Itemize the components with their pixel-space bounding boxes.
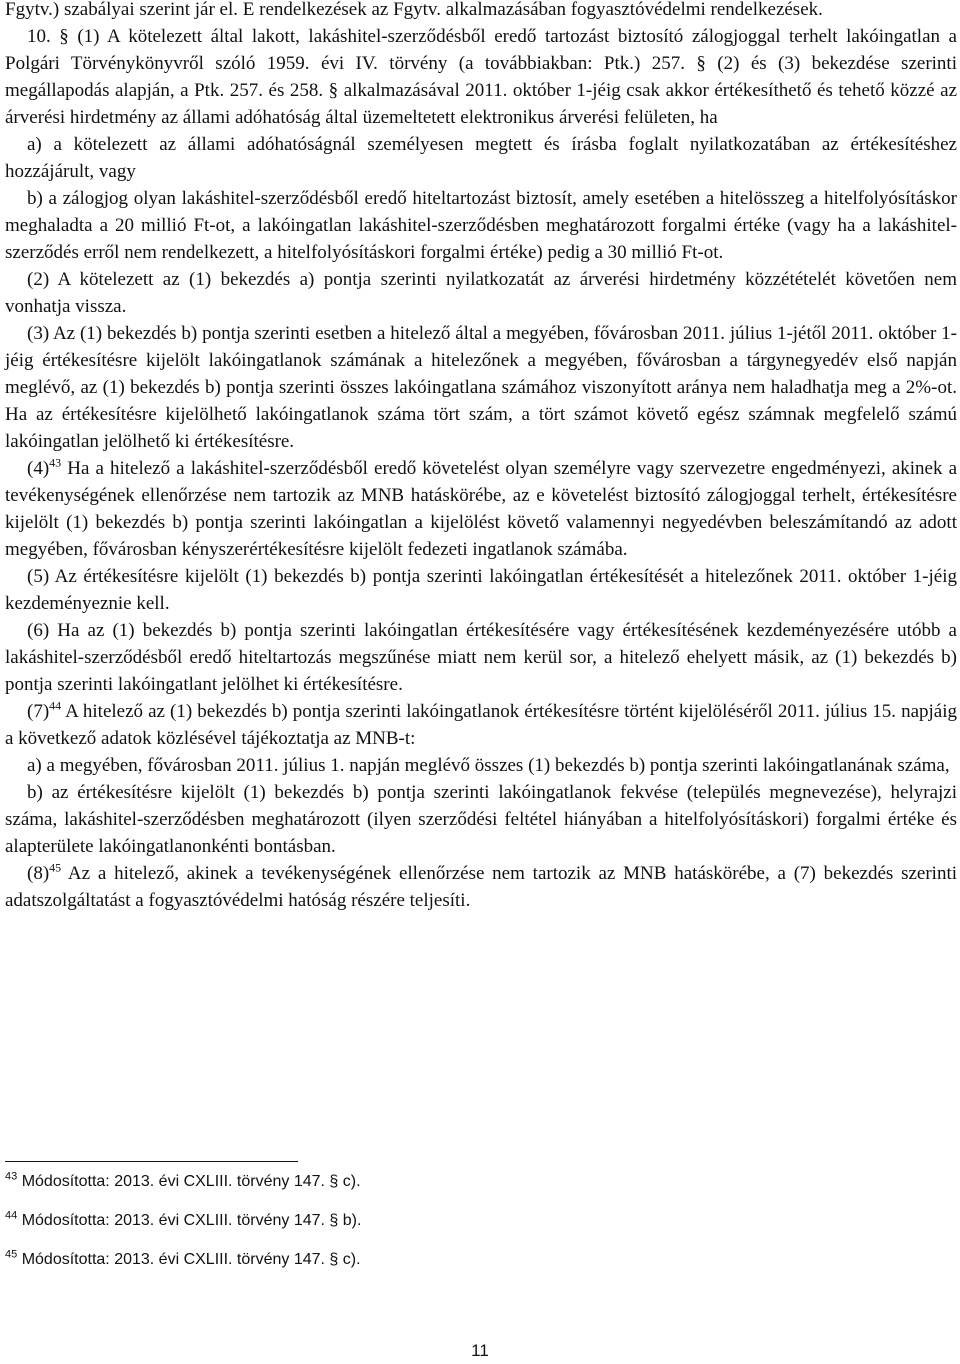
paragraph-7-text: A hitelező az (1) bekezdés b) pontja szerinti lakóingatlanok értékesítésre történt kijelöléséről 2011. július 15. napjáig a következő adatok közlésével tájékoztatja az MNB-t: xyxy=(5,701,957,749)
document-body xyxy=(5,0,957,914)
paragraph-7-point-b: b) az értékesítésre kijelölt (1) bekezdés b) pontja szerinti lakóingatlanok fekvése (település megnevezése), helyrajzi száma, lakáshitel-szerződésben meghatározott (ilyen szerződési feltétel hiányában a hitelfolyósításkori) forgalmi értéke és alapterülete lakóingatlanonkénti bontásban. xyxy=(5,782,957,857)
paragraph-7-point-a: a) a megyében, fővárosban 2011. július 1. napján meglévő összes (1) bekezdés b) pontja szerinti lakóingatlanának száma, xyxy=(27,755,950,776)
paragraph-4-prefix: (4) xyxy=(27,458,50,479)
paragraph-8-prefix: (8) xyxy=(27,863,50,884)
footnote-45 xyxy=(5,1250,705,1270)
paragraph-8-text: Az a hitelező, akinek a tevékenységének ellenőrzése nem tartozik az MNB hatáskörébe, a (7) bekezdés szerinti adatszolgáltatást a fogyasztóvédelmi hatóság részére teljesíti. xyxy=(5,863,957,911)
footnote-divider xyxy=(5,1161,298,1162)
footnote-text: Módosította: 2013. évi CXLIII. törvény 147. § c). xyxy=(21,1251,361,1268)
footnote-ref-44[interactable]: 44 xyxy=(49,698,62,713)
page-number: 11 xyxy=(471,1341,489,1360)
footnote-number: 43 xyxy=(5,1170,18,1183)
paragraph-4 xyxy=(5,455,957,563)
paragraph-6: (6) Ha az (1) bekezdés b) pontja szerinti lakóingatlan értékesítésére vagy értékesítésének kezdeményezésére utóbb a lakáshitel-szerződésből eredő hiteltartozás megszűnése miatt nem kerül sor, a hitelező ehelyett másik, az (1) bekezdés b) pontja szerinti lakóingatlant jelölhet ki értékesítésre. xyxy=(5,620,957,695)
paragraph-7 xyxy=(5,698,957,752)
paragraph-3: (3) Az (1) bekezdés b) pontja szerinti esetben a hitelező által a megyében, fővárosban 2011. július 1-jétől 2011. október 1-jéig értékesítésre kijelölt lakóingatlanok számának a hitelezőnek a megyében, fővárosban a tárgynegyedév első napján meglévő, az (1) bekezdés b) pontja szerinti összes lakóingatlana számához viszonyított aránya nem haladhatja meg a 2%-ot. Ha az értékesítésre kijelölhető lakóingatlanok száma tört szám, a tört számot követő egész számnak megfelelő számú lakóingatlan jelölhető ki értékesítésre. xyxy=(5,323,957,452)
paragraph-5: (5) Az értékesítésre kijelölt (1) bekezdés b) pontja szerinti lakóingatlan értékesítését a hitelezőnek 2011. október 1-jéig kezdeményeznie kell. xyxy=(5,566,957,614)
footnote-ref-43[interactable]: 43 xyxy=(49,455,62,470)
footnote-43 xyxy=(5,1172,705,1192)
footnote-number: 44 xyxy=(5,1209,18,1222)
footnote-ref-45[interactable]: 45 xyxy=(49,860,62,875)
footnote-number: 45 xyxy=(5,1248,18,1261)
paragraph-2: (2) A kötelezett az (1) bekezdés a) pontja szerinti nyilatkozatát az árverési hirdetmény közzétételét követően nem vonhatja vissza. xyxy=(5,269,957,317)
footnote-44 xyxy=(5,1211,705,1231)
footnote-text: Módosította: 2013. évi CXLIII. törvény 147. § c). xyxy=(21,1173,361,1190)
footnote-text: Módosította: 2013. évi CXLIII. törvény 147. § b). xyxy=(21,1212,362,1229)
footnotes xyxy=(5,1172,705,1289)
paragraph-continuation: Fgytv.) szabályai szerint jár el. E rendelkezések az Fgytv. alkalmazásában fogyasztóvédelmi rendelkezések. xyxy=(5,0,823,20)
paragraph-7-prefix: (7) xyxy=(27,701,50,722)
paragraph-4-text: Ha a hitelező a lakáshitel-szerződésből eredő követelést olyan személyre vagy szervezetre engedményezi, akinek a tevékenységének ellenőrzése nem tartozik az MNB hatáskörébe, az e követelést biztosító zálogjoggal terhelt, értékesítésre kijelölt (1) bekezdés b) pontja szerinti lakóingatlan a kijelölést követő valamennyi negyedévben beleszámítandó az adott megyében, fővárosban kényszerértékesítésre kijelölt fedezeti ingatlanok számába. xyxy=(5,458,957,560)
paragraph-point-a: a) a kötelezett az állami adóhatóságnál személyesen megtett és írásba foglalt nyilatkozatában az értékesítéshez hozzájárult, vagy xyxy=(5,134,957,182)
paragraph-8 xyxy=(5,860,957,914)
paragraph-section-10: 10. § (1) A kötelezett által lakott, lakáshitel-szerződésből eredő tartozást biztosító zálogjoggal terhelt lakóingatlan a Polgári Törvénykönyvről szóló 1959. évi IV. törvény (a továbbiakban: Ptk.) 257. § (2) és (3) bekezdése szerinti megállapodás alapján, a Ptk. 257. és 258. § alkalmazásával 2011. október 1-jéig csak akkor értékesíthető és tehető közzé az árverési hirdetmény az állami adóhatóság által üzemeltetett elektronikus árverési felületen, ha xyxy=(5,26,957,128)
paragraph-point-b: b) a zálogjog olyan lakáshitel-szerződésből eredő hiteltartozást biztosít, amely esetében a hitelösszeg a hitelfolyósításkor meghaladta a 20 millió Ft-ot, a lakóingatlan lakáshitel-szerződésben meghatározott forgalmi értéke (vagy ha a lakáshitel-szerződés erről nem rendelkezett, a hitelfolyósításkori forgalmi értéke) pedig a 30 millió Ft-ot. xyxy=(5,188,957,263)
